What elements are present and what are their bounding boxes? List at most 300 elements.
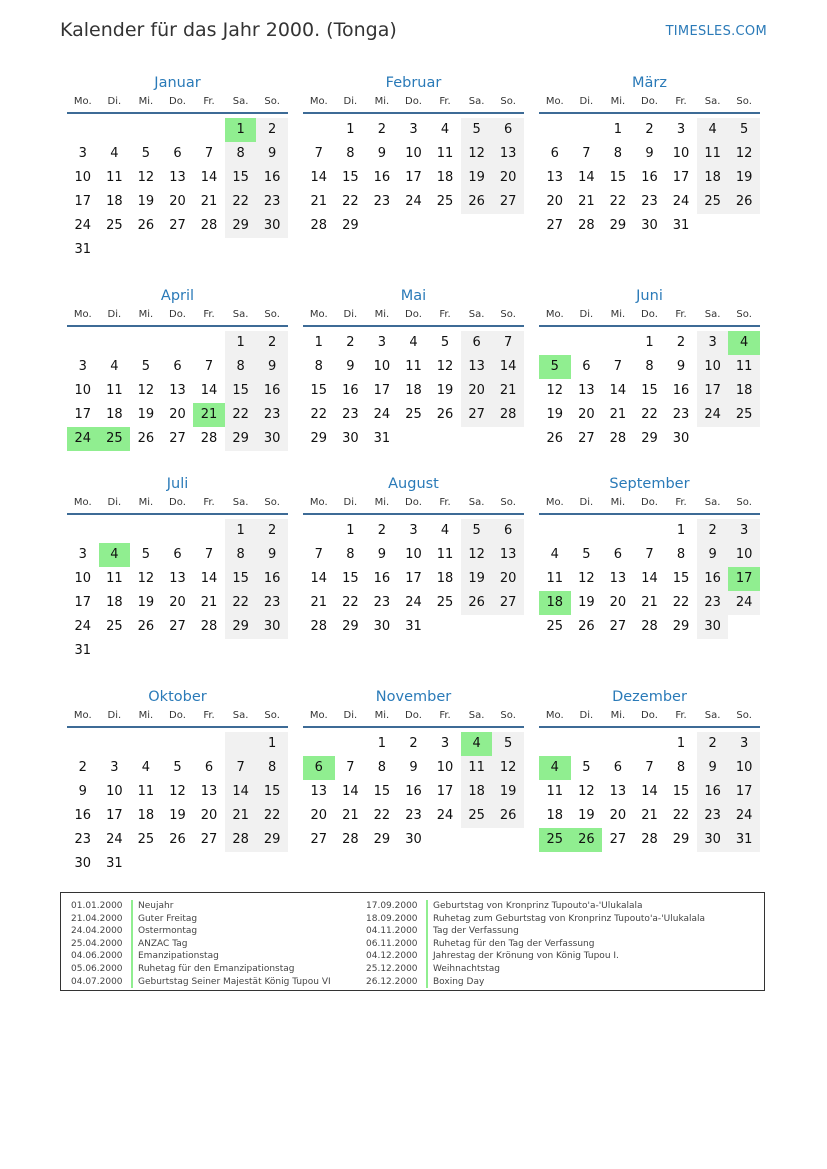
- day-cell[interactable]: 25: [436, 194, 454, 209]
- day-cell[interactable]: 10: [74, 170, 92, 185]
- day-cell[interactable]: 27: [492, 591, 524, 615]
- day-cell[interactable]: 12: [492, 756, 524, 780]
- day-cell[interactable]: 11: [405, 359, 422, 374]
- day-cell[interactable]: 20: [461, 379, 493, 403]
- day-cell[interactable]: 12: [578, 784, 595, 799]
- day-cell[interactable]: 20: [169, 407, 186, 422]
- day-cell[interactable]: 10: [728, 543, 760, 567]
- day-cell[interactable]: 11: [436, 146, 454, 161]
- day-cell[interactable]: 21: [310, 595, 328, 610]
- day-cell[interactable]: 12: [436, 359, 454, 374]
- day-cell[interactable]: 30: [256, 427, 288, 451]
- day-cell[interactable]: 30: [373, 619, 391, 634]
- day-cell[interactable]: 23: [256, 403, 288, 427]
- day-cell[interactable]: 3: [78, 146, 87, 161]
- day-cell[interactable]: 14: [641, 571, 658, 586]
- day-cell[interactable]: 6: [303, 756, 335, 780]
- day-cell[interactable]: 19: [461, 567, 493, 591]
- day-cell[interactable]: 3: [409, 523, 418, 538]
- day-cell[interactable]: 30: [342, 431, 359, 446]
- day-cell[interactable]: 25: [461, 804, 493, 828]
- day-cell[interactable]: 6: [582, 359, 591, 374]
- day-cell[interactable]: 8: [377, 760, 387, 775]
- day-cell[interactable]: 15: [641, 383, 658, 398]
- day-cell[interactable]: 8: [314, 359, 323, 374]
- day-cell[interactable]: 13: [492, 543, 524, 567]
- day-cell[interactable]: 16: [342, 383, 359, 398]
- day-cell[interactable]: 1: [314, 335, 323, 350]
- day-cell[interactable]: 1: [346, 523, 355, 538]
- day-cell[interactable]: 12: [461, 543, 493, 567]
- day-cell[interactable]: 21: [225, 804, 257, 828]
- day-cell[interactable]: 2: [697, 732, 729, 756]
- day-cell[interactable]: 2: [256, 331, 288, 355]
- day-cell[interactable]: 5: [173, 760, 182, 775]
- day-cell[interactable]: 27: [310, 832, 328, 847]
- day-cell[interactable]: 20: [609, 595, 627, 610]
- day-cell[interactable]: 9: [346, 359, 355, 374]
- day-cell[interactable]: 23: [74, 832, 92, 847]
- day-cell[interactable]: 3: [78, 547, 87, 562]
- day-cell[interactable]: 13: [461, 355, 493, 379]
- day-cell[interactable]: 2: [78, 760, 87, 775]
- day-cell[interactable]: 2: [256, 118, 288, 142]
- day-cell[interactable]: 17: [74, 194, 92, 209]
- day-cell[interactable]: 6: [173, 547, 182, 562]
- day-cell[interactable]: 10: [74, 571, 92, 586]
- day-cell[interactable]: 2: [256, 519, 288, 543]
- day-cell[interactable]: 9: [409, 760, 418, 775]
- day-cell[interactable]: 16: [641, 170, 658, 185]
- day-cell[interactable]: 14: [200, 170, 218, 185]
- day-cell[interactable]: 4: [697, 118, 729, 142]
- day-cell[interactable]: 30: [256, 214, 288, 238]
- day-cell[interactable]: 21: [609, 407, 627, 422]
- day-cell[interactable]: 10: [697, 355, 729, 379]
- day-cell[interactable]: 28: [492, 403, 524, 427]
- day-cell[interactable]: 17: [436, 784, 454, 799]
- day-cell[interactable]: 16: [697, 567, 729, 591]
- day-cell[interactable]: 20: [169, 194, 186, 209]
- day-cell[interactable]: 14: [225, 780, 257, 804]
- day-cell[interactable]: 8: [225, 355, 257, 379]
- day-cell[interactable]: 23: [342, 407, 359, 422]
- day-cell[interactable]: 15: [672, 784, 690, 799]
- day-cell[interactable]: 25: [106, 218, 123, 233]
- day-cell[interactable]: 30: [697, 828, 729, 852]
- day-cell[interactable]: 28: [310, 218, 328, 233]
- day-cell[interactable]: 7: [204, 359, 214, 374]
- day-cell[interactable]: 29: [672, 832, 690, 847]
- day-cell[interactable]: 8: [676, 760, 686, 775]
- day-cell[interactable]: 3: [728, 732, 760, 756]
- day-cell[interactable]: 25: [106, 619, 123, 634]
- day-cell[interactable]: 29: [342, 619, 359, 634]
- day-cell[interactable]: 7: [314, 547, 323, 562]
- day-cell[interactable]: 30: [256, 615, 288, 639]
- day-cell[interactable]: 2: [377, 122, 387, 137]
- day-cell[interactable]: 16: [256, 379, 288, 403]
- day-cell[interactable]: 13: [546, 170, 564, 185]
- day-cell[interactable]: 1: [676, 523, 686, 538]
- day-cell[interactable]: 20: [492, 567, 524, 591]
- day-cell[interactable]: 4: [409, 335, 418, 350]
- day-cell[interactable]: 27: [200, 832, 218, 847]
- day-cell[interactable]: 12: [461, 142, 493, 166]
- day-cell[interactable]: 2: [377, 523, 387, 538]
- day-cell[interactable]: 23: [672, 407, 690, 422]
- day-cell[interactable]: 27: [492, 190, 524, 214]
- day-cell[interactable]: 20: [546, 194, 564, 209]
- day-cell[interactable]: 21: [641, 808, 658, 823]
- day-cell[interactable]: 10: [405, 547, 422, 562]
- day-cell[interactable]: 26: [137, 431, 155, 446]
- day-cell[interactable]: 12: [728, 142, 760, 166]
- day-cell[interactable]: 15: [342, 170, 359, 185]
- day-cell[interactable]: 5: [440, 335, 450, 350]
- day-cell[interactable]: 3: [78, 359, 87, 374]
- day-cell[interactable]: 18: [697, 166, 729, 190]
- day-cell[interactable]: 16: [256, 166, 288, 190]
- day-cell[interactable]: 11: [137, 784, 155, 799]
- day-cell[interactable]: 18: [539, 591, 571, 615]
- day-cell[interactable]: 11: [461, 756, 493, 780]
- day-cell[interactable]: 22: [225, 403, 257, 427]
- day-cell[interactable]: 20: [169, 595, 186, 610]
- day-cell[interactable]: 11: [436, 547, 454, 562]
- day-cell[interactable]: 10: [74, 383, 92, 398]
- day-cell[interactable]: 15: [225, 567, 257, 591]
- day-cell[interactable]: 9: [645, 146, 654, 161]
- day-cell[interactable]: 13: [310, 784, 328, 799]
- day-cell[interactable]: 31: [74, 643, 92, 658]
- day-cell[interactable]: 3: [697, 331, 729, 355]
- day-cell[interactable]: 25: [137, 832, 155, 847]
- day-cell[interactable]: 19: [728, 166, 760, 190]
- day-cell[interactable]: 29: [225, 214, 257, 238]
- day-cell[interactable]: 21: [200, 595, 218, 610]
- day-cell[interactable]: 28: [342, 832, 359, 847]
- day-cell[interactable]: 6: [461, 331, 493, 355]
- day-cell[interactable]: 22: [310, 407, 328, 422]
- day-cell[interactable]: 4: [440, 122, 450, 137]
- day-cell[interactable]: 13: [200, 784, 218, 799]
- day-cell[interactable]: 28: [641, 619, 658, 634]
- day-cell[interactable]: 19: [137, 595, 155, 610]
- day-cell[interactable]: 4: [440, 523, 450, 538]
- day-cell[interactable]: 19: [436, 383, 454, 398]
- day-cell[interactable]: 6: [613, 547, 623, 562]
- day-cell[interactable]: 23: [405, 808, 422, 823]
- day-cell[interactable]: 27: [461, 403, 493, 427]
- day-cell[interactable]: 6: [613, 760, 623, 775]
- day-cell[interactable]: 18: [106, 194, 123, 209]
- day-cell[interactable]: 14: [310, 170, 328, 185]
- day-cell[interactable]: 13: [609, 784, 627, 799]
- day-cell[interactable]: 9: [377, 146, 387, 161]
- day-cell[interactable]: 23: [697, 804, 729, 828]
- day-cell[interactable]: 12: [137, 170, 155, 185]
- day-cell[interactable]: 24: [728, 591, 760, 615]
- day-cell[interactable]: 14: [578, 170, 595, 185]
- day-cell[interactable]: 21: [310, 194, 328, 209]
- day-cell[interactable]: 21: [193, 403, 225, 427]
- day-cell[interactable]: 7: [204, 146, 214, 161]
- day-cell[interactable]: 29: [672, 619, 690, 634]
- day-cell[interactable]: 31: [106, 856, 123, 871]
- day-cell[interactable]: 9: [676, 359, 686, 374]
- day-cell[interactable]: 26: [492, 804, 524, 828]
- day-cell[interactable]: 11: [546, 571, 564, 586]
- day-cell[interactable]: 28: [200, 218, 218, 233]
- day-cell[interactable]: 6: [550, 146, 559, 161]
- day-cell[interactable]: 28: [310, 619, 328, 634]
- day-cell[interactable]: 5: [461, 118, 493, 142]
- day-cell[interactable]: 5: [539, 355, 571, 379]
- day-cell[interactable]: 7: [582, 146, 591, 161]
- day-cell[interactable]: 10: [405, 146, 422, 161]
- day-cell[interactable]: 20: [200, 808, 218, 823]
- day-cell[interactable]: 22: [342, 194, 359, 209]
- day-cell[interactable]: 10: [728, 756, 760, 780]
- day-cell[interactable]: 18: [728, 379, 760, 403]
- day-cell[interactable]: 28: [609, 431, 627, 446]
- day-cell[interactable]: 27: [169, 218, 186, 233]
- day-cell[interactable]: 15: [373, 784, 391, 799]
- day-cell[interactable]: 16: [697, 780, 729, 804]
- day-cell[interactable]: 19: [169, 808, 186, 823]
- day-cell[interactable]: 1: [225, 519, 257, 543]
- day-cell[interactable]: 13: [578, 383, 595, 398]
- day-cell[interactable]: 31: [405, 619, 422, 634]
- day-cell[interactable]: 16: [74, 808, 92, 823]
- day-cell[interactable]: 24: [373, 407, 391, 422]
- day-cell[interactable]: 31: [672, 218, 690, 233]
- day-cell[interactable]: 22: [641, 407, 658, 422]
- day-cell[interactable]: 5: [141, 547, 151, 562]
- day-cell[interactable]: 1: [613, 122, 623, 137]
- day-cell[interactable]: 4: [110, 146, 119, 161]
- day-cell[interactable]: 17: [405, 571, 422, 586]
- day-cell[interactable]: 25: [539, 828, 571, 852]
- day-cell[interactable]: 29: [310, 431, 328, 446]
- day-cell[interactable]: 9: [697, 543, 729, 567]
- day-cell[interactable]: 16: [672, 383, 690, 398]
- day-cell[interactable]: 6: [204, 760, 214, 775]
- day-cell[interactable]: 13: [492, 142, 524, 166]
- day-cell[interactable]: 24: [405, 595, 422, 610]
- day-cell[interactable]: 28: [200, 431, 218, 446]
- day-cell[interactable]: 14: [609, 383, 627, 398]
- day-cell[interactable]: 17: [405, 170, 422, 185]
- day-cell[interactable]: 18: [405, 383, 422, 398]
- day-cell[interactable]: 27: [609, 619, 627, 634]
- day-cell[interactable]: 18: [436, 571, 454, 586]
- day-cell[interactable]: 11: [728, 355, 760, 379]
- day-cell[interactable]: 12: [546, 383, 564, 398]
- day-cell[interactable]: 18: [546, 808, 564, 823]
- brand-link[interactable]: TIMESLES.COM: [665, 24, 767, 39]
- day-cell[interactable]: 15: [256, 780, 288, 804]
- day-cell[interactable]: 8: [676, 547, 686, 562]
- day-cell[interactable]: 9: [697, 756, 729, 780]
- day-cell[interactable]: 20: [310, 808, 328, 823]
- day-cell[interactable]: 21: [342, 808, 359, 823]
- day-cell[interactable]: 9: [256, 543, 288, 567]
- day-cell[interactable]: 17: [74, 595, 92, 610]
- day-cell[interactable]: 23: [373, 194, 391, 209]
- day-cell[interactable]: 29: [225, 427, 257, 451]
- day-cell[interactable]: 7: [645, 760, 654, 775]
- day-cell[interactable]: 25: [436, 595, 454, 610]
- day-cell[interactable]: 19: [137, 194, 155, 209]
- day-cell[interactable]: 19: [137, 407, 155, 422]
- day-cell[interactable]: 6: [492, 519, 524, 543]
- day-cell[interactable]: 1: [645, 335, 654, 350]
- day-cell[interactable]: 4: [728, 331, 760, 355]
- day-cell[interactable]: 13: [169, 571, 186, 586]
- day-cell[interactable]: 7: [204, 547, 214, 562]
- day-cell[interactable]: 22: [342, 595, 359, 610]
- day-cell[interactable]: 17: [728, 567, 760, 591]
- day-cell[interactable]: 23: [256, 190, 288, 214]
- day-cell[interactable]: 24: [697, 403, 729, 427]
- day-cell[interactable]: 22: [373, 808, 391, 823]
- day-cell[interactable]: 12: [137, 383, 155, 398]
- day-cell[interactable]: 11: [697, 142, 729, 166]
- day-cell[interactable]: 6: [492, 118, 524, 142]
- day-cell[interactable]: 19: [546, 407, 564, 422]
- day-cell[interactable]: 14: [200, 383, 218, 398]
- day-cell[interactable]: 8: [645, 359, 654, 374]
- day-cell[interactable]: 18: [461, 780, 493, 804]
- day-cell[interactable]: 31: [373, 431, 391, 446]
- day-cell[interactable]: 18: [436, 170, 454, 185]
- day-cell[interactable]: 17: [74, 407, 92, 422]
- day-cell[interactable]: 20: [578, 407, 595, 422]
- day-cell[interactable]: 9: [256, 355, 288, 379]
- day-cell[interactable]: 3: [377, 335, 387, 350]
- day-cell[interactable]: 25: [697, 190, 729, 214]
- day-cell[interactable]: 1: [377, 736, 387, 751]
- day-cell[interactable]: 12: [578, 571, 595, 586]
- day-cell[interactable]: 24: [74, 619, 92, 634]
- day-cell[interactable]: 3: [728, 519, 760, 543]
- day-cell[interactable]: 10: [672, 146, 690, 161]
- day-cell[interactable]: 11: [106, 383, 123, 398]
- day-cell[interactable]: 17: [697, 379, 729, 403]
- day-cell[interactable]: 11: [106, 571, 123, 586]
- day-cell[interactable]: 7: [492, 331, 524, 355]
- day-cell[interactable]: 9: [377, 547, 387, 562]
- day-cell[interactable]: 22: [256, 804, 288, 828]
- day-cell[interactable]: 29: [373, 832, 391, 847]
- day-cell[interactable]: 26: [436, 407, 454, 422]
- day-cell[interactable]: 18: [106, 407, 123, 422]
- day-cell[interactable]: 19: [461, 166, 493, 190]
- day-cell[interactable]: 29: [641, 431, 658, 446]
- day-cell[interactable]: 16: [405, 784, 422, 799]
- day-cell[interactable]: 4: [461, 732, 493, 756]
- day-cell[interactable]: 19: [492, 780, 524, 804]
- day-cell[interactable]: 2: [409, 736, 418, 751]
- day-cell[interactable]: 28: [641, 832, 658, 847]
- day-cell[interactable]: 17: [373, 383, 391, 398]
- day-cell[interactable]: 23: [256, 591, 288, 615]
- day-cell[interactable]: 26: [169, 832, 186, 847]
- day-cell[interactable]: 5: [582, 760, 591, 775]
- day-cell[interactable]: 8: [346, 547, 355, 562]
- day-cell[interactable]: 30: [641, 218, 658, 233]
- day-cell[interactable]: 24: [728, 804, 760, 828]
- day-cell[interactable]: 25: [405, 407, 422, 422]
- day-cell[interactable]: 14: [310, 571, 328, 586]
- day-cell[interactable]: 25: [546, 619, 564, 634]
- day-cell[interactable]: 16: [373, 170, 391, 185]
- day-cell[interactable]: 24: [436, 808, 454, 823]
- day-cell[interactable]: 16: [256, 567, 288, 591]
- day-cell[interactable]: 12: [169, 784, 186, 799]
- day-cell[interactable]: 11: [546, 784, 564, 799]
- day-cell[interactable]: 25: [99, 427, 131, 451]
- day-cell[interactable]: 27: [169, 431, 186, 446]
- day-cell[interactable]: 5: [461, 519, 493, 543]
- day-cell[interactable]: 26: [546, 431, 564, 446]
- day-cell[interactable]: 22: [225, 190, 257, 214]
- day-cell[interactable]: 15: [225, 379, 257, 403]
- day-cell[interactable]: 2: [697, 519, 729, 543]
- day-cell[interactable]: 14: [492, 355, 524, 379]
- day-cell[interactable]: 15: [342, 571, 359, 586]
- day-cell[interactable]: 14: [200, 571, 218, 586]
- day-cell[interactable]: 15: [225, 166, 257, 190]
- day-cell[interactable]: 11: [106, 170, 123, 185]
- day-cell[interactable]: 26: [137, 619, 155, 634]
- day-cell[interactable]: 14: [641, 784, 658, 799]
- day-cell[interactable]: 26: [137, 218, 155, 233]
- day-cell[interactable]: 26: [461, 591, 493, 615]
- day-cell[interactable]: 28: [200, 619, 218, 634]
- day-cell[interactable]: 10: [106, 784, 123, 799]
- day-cell[interactable]: 8: [225, 543, 257, 567]
- day-cell[interactable]: 19: [578, 595, 595, 610]
- day-cell[interactable]: 29: [256, 828, 288, 852]
- day-cell[interactable]: 25: [728, 403, 760, 427]
- day-cell[interactable]: 2: [346, 335, 355, 350]
- day-cell[interactable]: 24: [672, 194, 690, 209]
- day-cell[interactable]: 7: [613, 359, 623, 374]
- day-cell[interactable]: 21: [578, 194, 595, 209]
- day-cell[interactable]: 15: [609, 170, 627, 185]
- day-cell[interactable]: 3: [409, 122, 418, 137]
- day-cell[interactable]: 31: [728, 828, 760, 852]
- day-cell[interactable]: 24: [106, 832, 123, 847]
- day-cell[interactable]: 5: [728, 118, 760, 142]
- day-cell[interactable]: 12: [137, 571, 155, 586]
- day-cell[interactable]: 21: [492, 379, 524, 403]
- day-cell[interactable]: 24: [74, 218, 92, 233]
- day-cell[interactable]: 29: [225, 615, 257, 639]
- day-cell[interactable]: 3: [676, 122, 686, 137]
- day-cell[interactable]: 13: [169, 170, 186, 185]
- day-cell[interactable]: 7: [346, 760, 355, 775]
- day-cell[interactable]: 30: [74, 856, 92, 871]
- day-cell[interactable]: 1: [676, 736, 686, 751]
- day-cell[interactable]: 22: [225, 591, 257, 615]
- day-cell[interactable]: 8: [346, 146, 355, 161]
- day-cell[interactable]: 23: [697, 591, 729, 615]
- day-cell[interactable]: 20: [492, 166, 524, 190]
